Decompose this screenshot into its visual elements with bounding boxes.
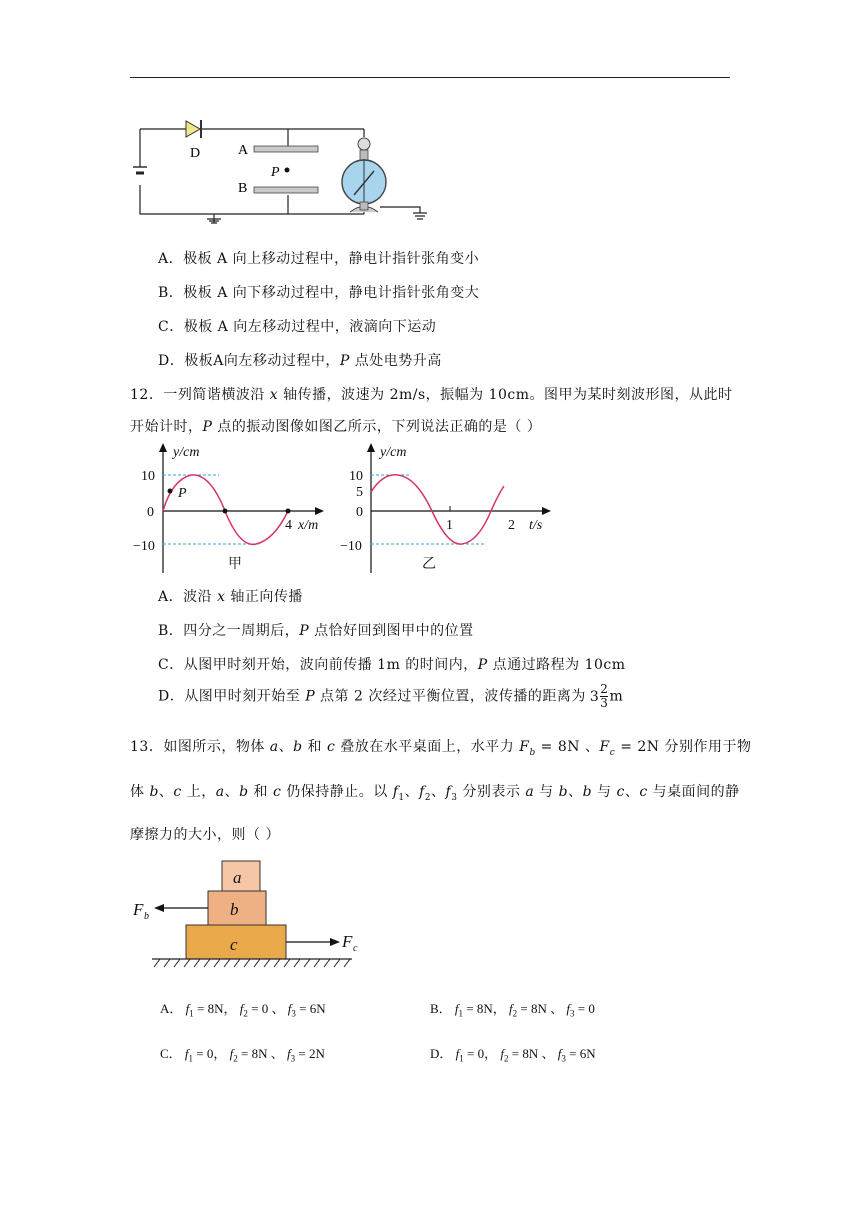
label-point-P: P [271,165,280,180]
q13-stem-line3: 摩擦力的大小，则（ ） [130,827,280,843]
q13-stem-line1: 13．如图所示，物体 a、b 和 c 叠放在水平桌面上，水平力 $F_b = 8N$ 、$F_c = 2N$ 分别作用于物 [130,739,752,758]
q13-option-c: C． $f_1 = 0$， $f_2 = 8N$ 、 $f_3 = 2N$ [160,1046,325,1064]
force-sub-b: b [144,911,149,922]
yi-ytick-5: 5 [356,485,363,500]
yi-ytick-neg10: −10 [340,539,362,554]
yi-xtick-2: 2 [508,518,515,533]
q12-stem-line1: 12．一列简谐横波沿 x 轴传播，波速为 2m/s，振幅为 10cm。图甲为某时刻波形图，从此时 [130,387,733,403]
yi-ytick-10: 10 [349,469,363,484]
label-diode-D: D [190,146,201,161]
force-sub-c: c [353,943,358,954]
q12-stem-line2: 开始计时，P 点的振动图像如图乙所示，下列说法正确的是（ ） [130,419,542,435]
jia-caption: 甲 [228,557,242,572]
yi-ylabel: y/cm [380,445,407,460]
jia-xlabel: x/m [298,518,319,533]
header-rule [130,77,730,78]
vibration-graph-yi [338,440,558,580]
q12-option-c: C．从图甲时刻开始，波向前传播 1m 的时间内，P 点通过路程为 10cm [158,657,626,673]
yi-caption: 乙 [422,557,436,572]
yi-xtick-1: 1 [446,518,453,533]
capacitor-circuit-figure [130,115,440,225]
block-label-b: b [230,900,239,919]
jia-ylabel: y/cm [173,445,200,460]
q11-option-d: D．极板A向左移动过程中，P 点处电势升高 [158,353,442,369]
jia-ytick-0: 0 [147,505,154,520]
q12-option-d: D．从图甲时刻开始至 P 点第 2 次经过平衡位置，波传播的距离为 3 $\frac{2}{3}$ m [158,682,624,710]
fraction-two-thirds: $\frac{2}{3}$ [600,682,609,710]
label-plate-A: A [238,143,249,158]
force-label-Fb: F [133,900,144,919]
jia-ytick-10: 10 [141,469,155,484]
q12-option-b: B．四分之一周期后，P 点恰好回到图甲中的位置 [158,623,474,639]
force-label-Fc: F [342,932,353,951]
label-plate-B: B [238,181,248,196]
block-label-a: a [233,868,242,887]
q11-option-c: C．极板 A 向左移动过程中，液滴向下运动 [158,319,437,335]
jia-xtick-4: 4 [285,518,292,533]
stacked-blocks-figure [130,855,370,970]
q11-option-b: B．极板 A 向下移动过程中，静电计指针张角变大 [158,285,480,301]
yi-ytick-0: 0 [356,505,363,520]
wave-graph-jia [132,440,342,580]
q11-option-a: A．极板 A 向上移动过程中，静电计指针张角变小 [158,251,480,267]
jia-ytick-neg10: −10 [133,539,155,554]
q13-stem-line2: 体 b、c 上，a、b 和 c 仍保持静止。以 $f_1$、$f_2$、$f_3$ 分别表示 a 与 b、b 与 c、c 与桌面间的静 [130,784,740,803]
q12-option-a: A．波沿 x 轴正向传播 [158,589,303,605]
q13-option-d: D． $f_1 = 0$， $f_2 = 8N$ 、 $f_3 = 6N$ [430,1046,596,1064]
jia-point-label: P [178,486,187,501]
yi-xlabel: t/s [529,518,543,533]
vibration-curve-yi [371,475,504,544]
q13-option-a: A． $f_1 = 8N$， $f_2 = 0$ 、 $f_3 = 6N$ [160,1001,326,1019]
block-label-c: c [230,935,238,954]
q13-option-b: B． $f_1 = 8N$， $f_2 = 8N$ 、 $f_3 = 0$ [430,1001,595,1019]
